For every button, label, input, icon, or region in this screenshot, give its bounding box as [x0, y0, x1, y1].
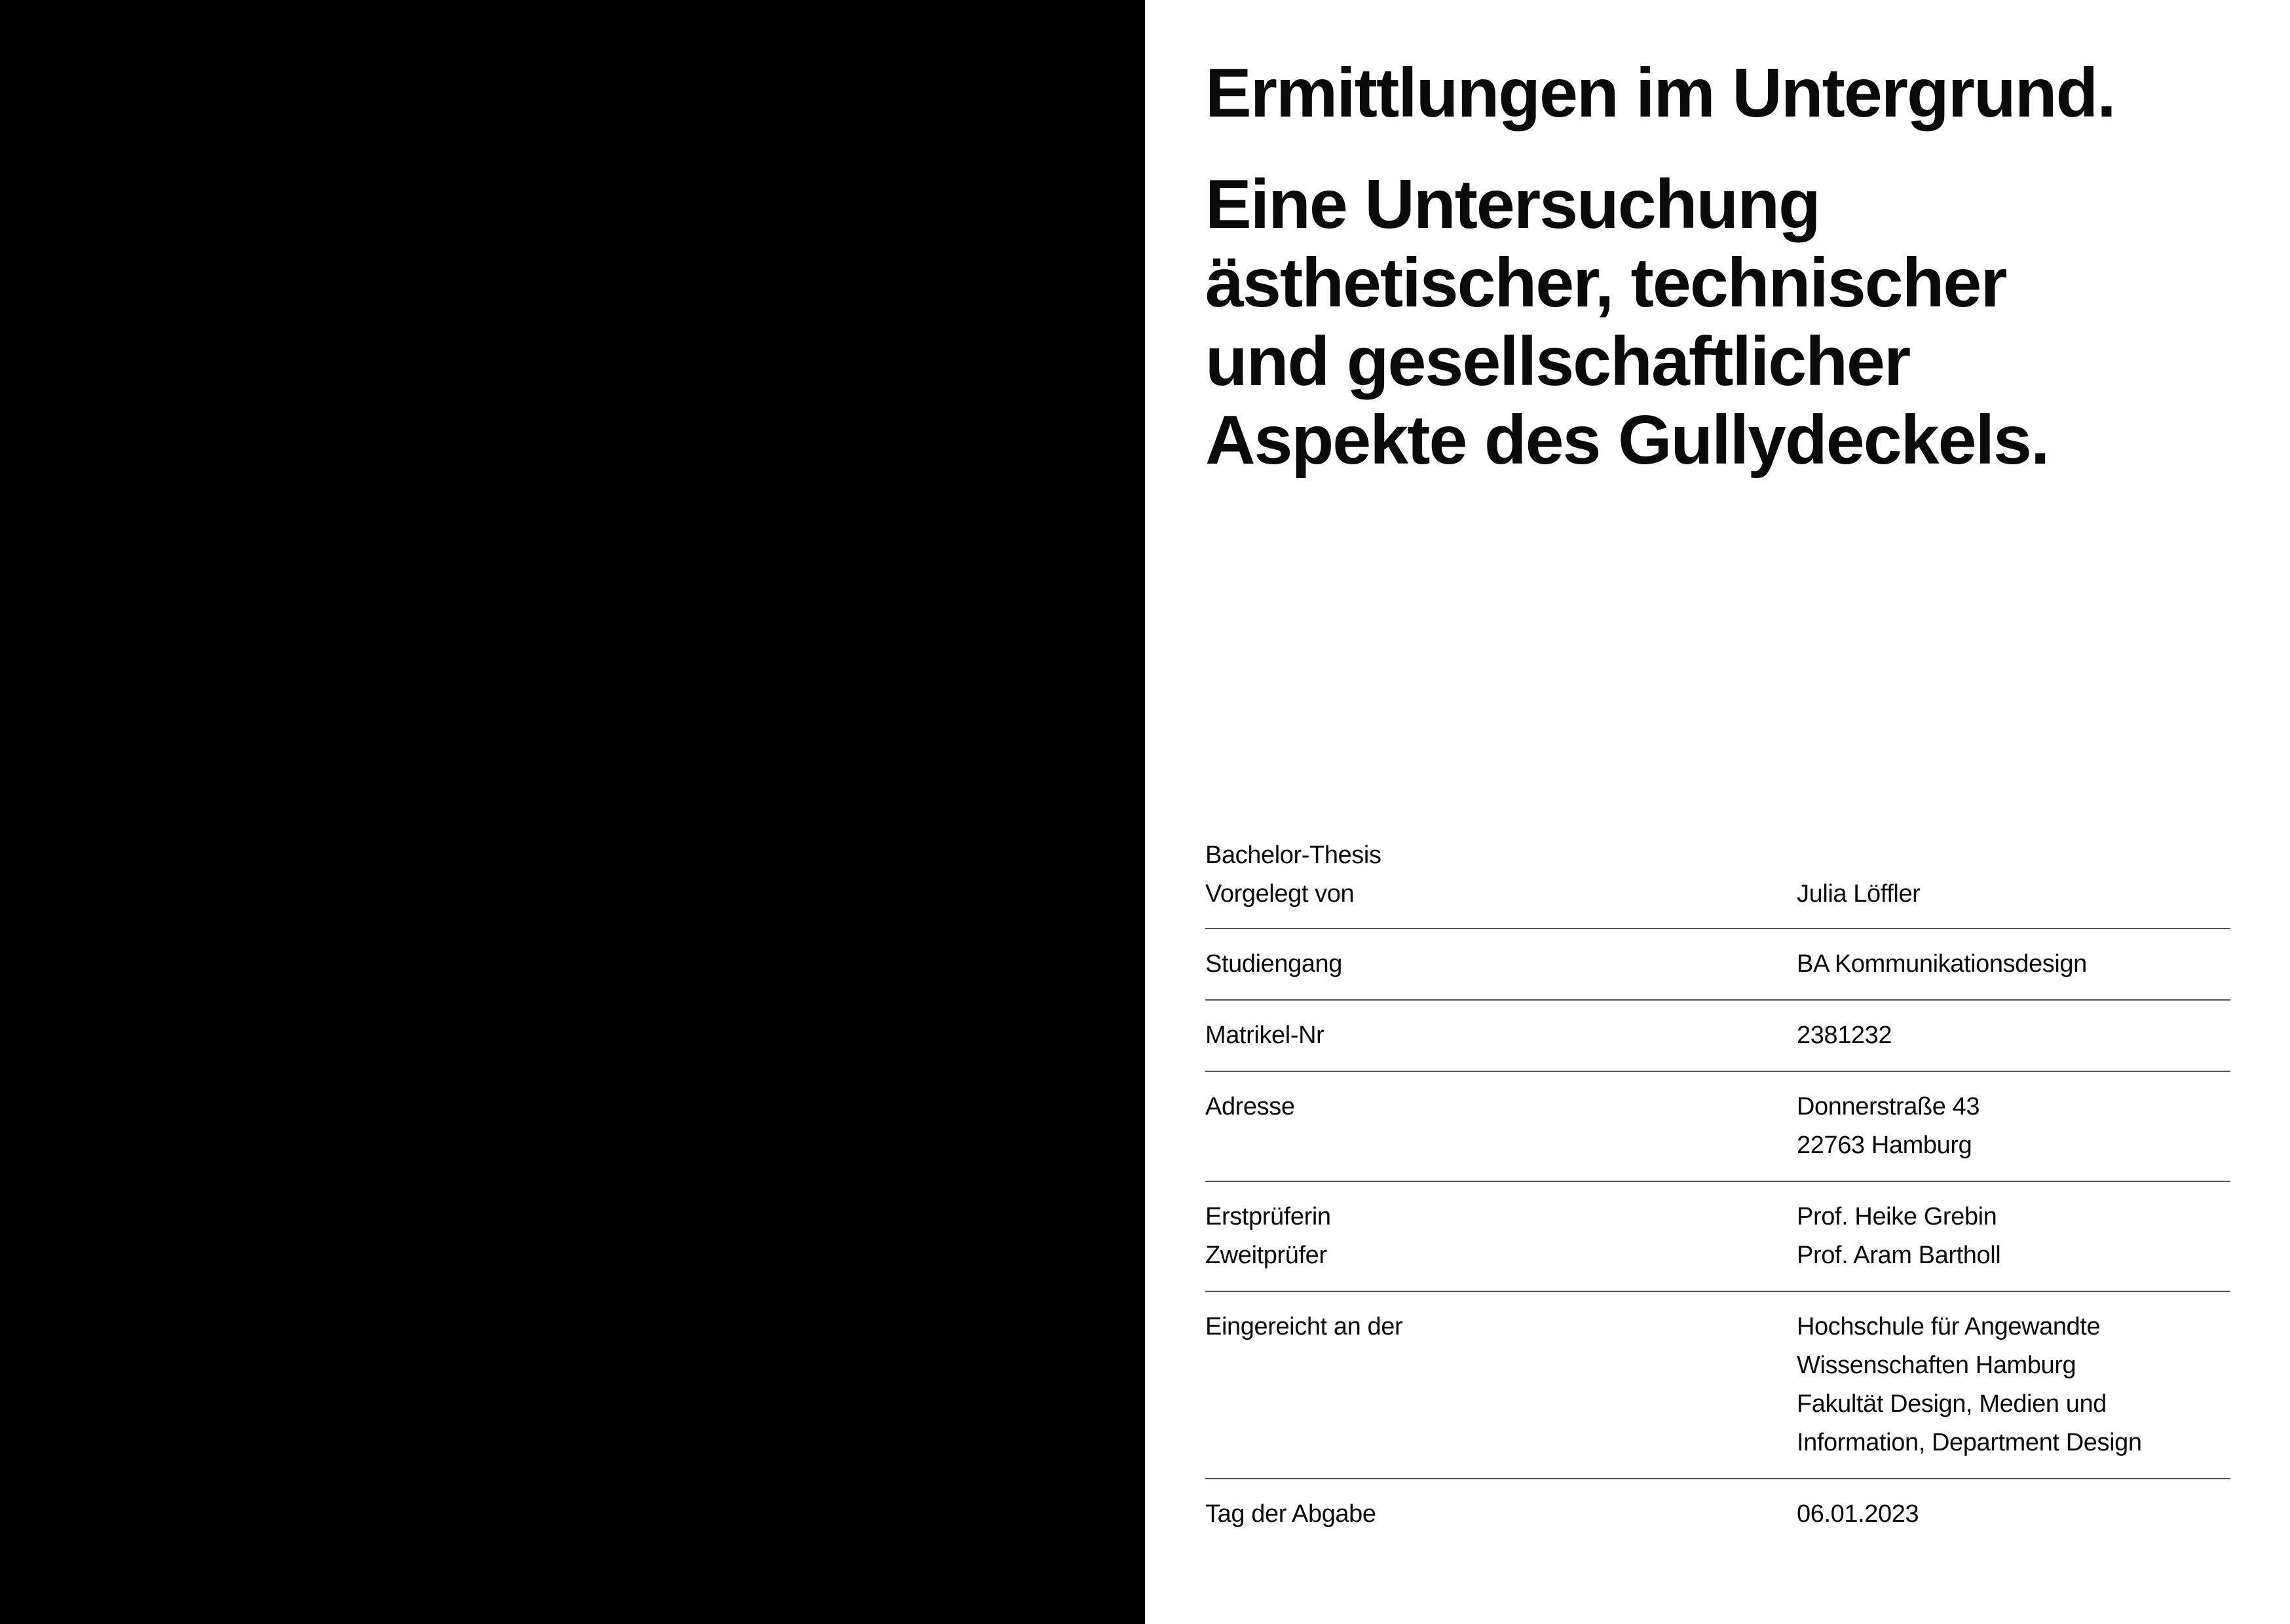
detail-label [1205, 1016, 1797, 1055]
detail-label [1205, 1198, 1797, 1275]
detail-label-line: Erstprüferin [1205, 1203, 1331, 1230]
detail-row-examiners [1205, 1182, 2230, 1292]
detail-value [1797, 1088, 2230, 1165]
detail-value-line: Hochschule für Angewandte [1797, 1313, 2101, 1340]
detail-label [1205, 1088, 1797, 1165]
main-title: Ermittlungen im Untergrund. [1205, 54, 2115, 132]
subtitle-line: Aspekte des Gullydeckels. [1205, 401, 2049, 479]
subtitle [1205, 165, 2240, 479]
detail-value-line: 2381232 [1797, 1022, 1892, 1049]
thesis-type-label: Bachelor-Thesis [1205, 841, 1381, 869]
detail-row-student-id [1205, 1001, 2230, 1072]
detail-value [1797, 1198, 2230, 1275]
detail-value-line: Fakultät Design, Medien und [1797, 1390, 2107, 1418]
detail-label [1205, 875, 1797, 913]
detail-label-line: Adresse [1205, 1093, 1295, 1120]
thesis-details [1205, 836, 2230, 1534]
detail-label-line: Eingereicht an der [1205, 1313, 1403, 1340]
detail-value-line: 06.01.2023 [1797, 1500, 1919, 1528]
detail-value-line: 22763 Hamburg [1797, 1132, 1972, 1159]
detail-value-line: Information, Department Design [1797, 1429, 2142, 1456]
detail-label [1205, 1495, 1797, 1534]
title-page [1145, 0, 2290, 1624]
detail-row-author [1205, 875, 2230, 929]
detail-label [1205, 1308, 1797, 1462]
detail-value [1797, 875, 2230, 913]
title-block [1205, 51, 2240, 479]
subtitle-line: und gesellschaftlicher [1205, 323, 1910, 400]
thesis-type-row [1205, 836, 2230, 875]
detail-value [1797, 945, 2230, 984]
detail-label-line: Vorgelegt von [1205, 880, 1355, 908]
detail-label [1205, 945, 1797, 984]
detail-value-line: Donnerstraße 43 [1797, 1093, 1980, 1120]
detail-label-line: Matrikel-Nr [1205, 1022, 1324, 1049]
detail-value-line: BA Kommunikationsdesign [1797, 950, 2087, 978]
detail-value-line: Wissenschaften Hamburg [1797, 1352, 2076, 1379]
detail-row-submission-date [1205, 1479, 2230, 1534]
detail-value [1797, 1016, 2230, 1055]
subtitle-line: Eine Untersuchung [1205, 166, 1820, 243]
detail-label-line: Zweitprüfer [1205, 1242, 1327, 1269]
detail-value-line: Prof. Aram Bartholl [1797, 1242, 2001, 1269]
detail-value-line: Julia Löffler [1797, 880, 1921, 908]
detail-label-line: Studiengang [1205, 950, 1343, 978]
detail-value [1797, 1495, 2230, 1534]
detail-row-address [1205, 1072, 2230, 1182]
detail-row-program [1205, 929, 2230, 1001]
subtitle-line: ästhetischer, technischer [1205, 244, 2006, 322]
detail-label-line: Tag der Abgabe [1205, 1500, 1376, 1528]
detail-row-institution [1205, 1292, 2230, 1479]
detail-value-line: Prof. Heike Grebin [1797, 1203, 1997, 1230]
detail-value [1797, 1308, 2230, 1462]
